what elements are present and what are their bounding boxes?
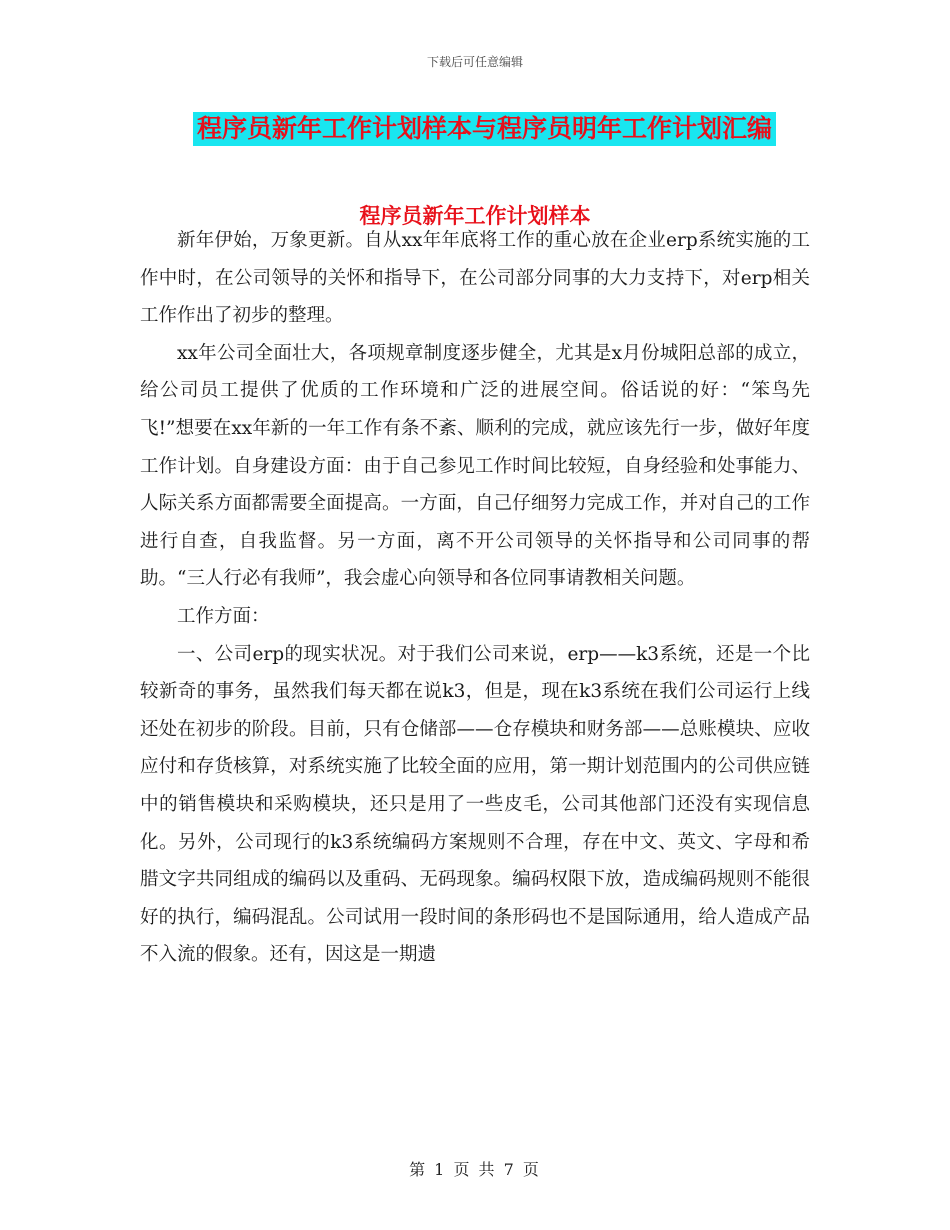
paragraph-work-heading: 工作方面：	[177, 605, 270, 627]
paragraph-intro: 新年伊始，万象更新。自从xx年年底将工作的重心放在企业erp系统实施的工作中时，在公司领导的关怀和指导下，在公司部分同事的大力支持下，对erp相关工作作出了初步的整理。	[140, 230, 810, 327]
paragraph-self-development: xx年公司全面壮大，各项规章制度逐步健全，尤其是x月份城阳总部的成立，给公司员工提供了优质的工作环境和广泛的进展空间。俗话说的好：“笨鸟先飞!”想要在xx年新的一年工作有条不紊、顺利的完成，就应该先行一步，做好年度工作计划。自身建设方面：由于自己参见工作时间比较短，自身经验和处事能力、人际关系方面都需要全面提高。一方面，自己仔细努力完成工作，并对自己的工作进行自查，自我监督。另一方面，离不开公司领导的关怀指导和公司同事的帮助。“三人行必有我师”，我会虚心向领导和各位同事请教相关问题。	[140, 342, 810, 590]
document-body	[140, 222, 810, 974]
section-title: 程序员新年工作计划样本	[359, 204, 591, 228]
document-main-title: 程序员新年工作计划样本与程序员明年工作计划汇编	[193, 112, 776, 146]
paragraph-erp-status: 一、公司erp的现实状况。对于我们公司来说，erp——k3系统，还是一个比较新奇的事务，虽然我们每天都在说k3，但是，现在k3系统在我们公司运行上线还处在初步的阶段。目前，只有仓储部——仓存模块和财务部——总账模块、应收应付和存货核算，对系统实施了比较全面的应用，第一期计划范围内的公司供应链中的销售模块和采购模块，还只是用了一些皮毛，公司其他部门还没有实现信息化。另外，公司现行的k3系统编码方案规则不合理，存在中文、英文、字母和希腊文字共同组成的编码以及重码、无码现象。编码权限下放，造成编码规则不能很好的执行，编码混乱。公司试用一段时间的条形码也不是国际通用，给人造成产品不入流的假象。还有，因这是一期遗	[140, 643, 810, 966]
page-number-footer: 第 1 页 共 7 页	[409, 1160, 541, 1179]
header-note: 下载后可任意编辑	[426, 55, 523, 69]
